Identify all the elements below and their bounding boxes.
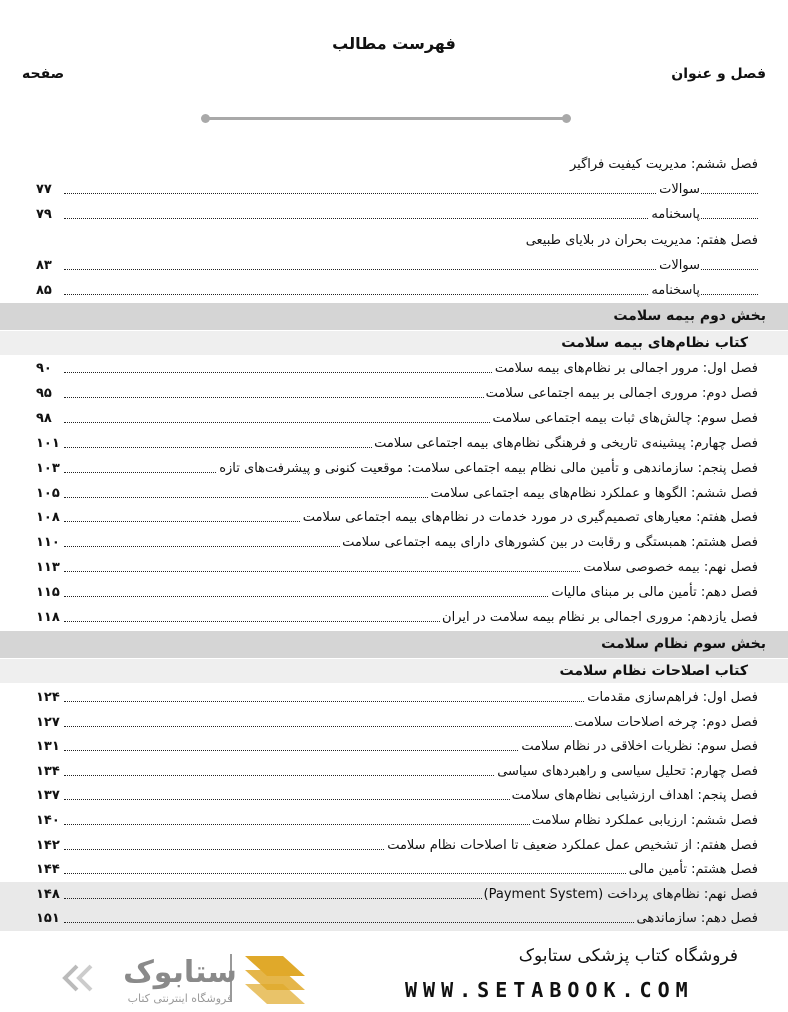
toc-entry-text: فصل دوم: مروری اجمالی بر بیمه اجتماعی سلامت (484, 381, 758, 406)
leader-dots (64, 269, 758, 270)
toc-entry-text: سوالات (657, 177, 700, 202)
toc-entry-text: فصل هشتم: همبستگی و رقابت در بین کشورهای دارای بیمه اجتماعی سلامت (340, 530, 758, 555)
toc-page-number: ۱۴۴ (36, 857, 61, 882)
toc-row[interactable] (0, 906, 788, 931)
toc-page-number: ۱۱۸ (36, 605, 61, 630)
toc-row[interactable] (0, 481, 788, 506)
toc-entry-text: فصل اول: مرور اجمالی بر نظام‌های بیمه سلامت (493, 356, 758, 381)
toc-entry-text: فصل پنجم: اهداف ارزشیابی نظام‌های سلامت (510, 783, 758, 808)
toc-row[interactable] (0, 253, 788, 278)
toc-entry-text: پاسخنامه (649, 278, 700, 303)
toc-row[interactable] (0, 177, 788, 202)
toc-page-number: ۱۴۲ (36, 833, 61, 858)
toc-row[interactable] (0, 406, 788, 431)
setabook-logo (55, 948, 305, 1008)
toc-entry-text: پاسخنامه (649, 202, 700, 227)
toc-row[interactable] (0, 710, 788, 735)
toc-page-number: ۱۱۰ (36, 530, 61, 555)
toc-entry-text: فصل هفتم: مدیریت بحران در بلایای طبیعی (524, 228, 758, 253)
toc-row[interactable] (0, 685, 788, 710)
book-heading (0, 331, 788, 355)
store-name: فروشگاه کتاب پزشکی ستابوک (518, 946, 738, 966)
toc-entry-text: فصل پنجم: سازماندهی و تأمین مالی نظام بیمه اجتماعی سلامت: موقعیت کنونی و پیشرفت‌های تازه (217, 456, 758, 481)
toc-row[interactable] (0, 530, 788, 555)
toc-page-number: ۷۹ (36, 202, 53, 227)
toc-page-number: ۱۴۰ (36, 808, 61, 833)
toc-row[interactable] (0, 783, 788, 808)
toc-entry-text: فصل نهم: نظام‌های پرداخت (Payment System) (482, 882, 758, 907)
leader-dots (64, 193, 758, 194)
logo-wordmark: ستابوک (123, 955, 237, 990)
toc-row[interactable] (0, 456, 788, 481)
section-title: بخش سوم نظام سلامت (601, 636, 766, 652)
toc-row[interactable] (0, 882, 788, 907)
toc-row[interactable] (0, 431, 788, 456)
toc-entry-text: فصل سوم: چالش‌های ثبات بیمه اجتماعی سلامت (491, 406, 758, 431)
toc-page-number: ۱۳۱ (36, 734, 61, 759)
toc-row[interactable] (0, 759, 788, 784)
toc-entry-text: فصل هفتم: معیارهای تصمیم‌گیری در مورد خدمات در نظام‌های بیمه اجتماعی سلامت (301, 505, 758, 530)
toc-entry-text: فصل ششم: ارزیابی عملکرد نظام سلامت (530, 808, 758, 833)
book-heading (0, 659, 788, 683)
toc-page-number: ۱۱۵ (36, 580, 61, 605)
toc-entry-text: فصل چهارم: پیشینه‌ی تاریخی و فرهنگی نظام‌های بیمه اجتماعی سلامت (372, 431, 758, 456)
section-heading (0, 303, 788, 330)
toc-page-number: ۱۰۳ (36, 456, 61, 481)
toc-entry-text: سوالات (657, 253, 700, 278)
toc-entry-text: فصل اول: فراهم‌سازی مقدمات (585, 685, 758, 710)
toc-entry-text: فصل دوم: چرخه اصلاحات سلامت (572, 710, 758, 735)
toc-entry-text: فصل دهم: تأمین مالی بر مبنای مالیات (549, 580, 758, 605)
toc-page-number: ۱۰۸ (36, 505, 61, 530)
toc-row[interactable] (0, 555, 788, 580)
toc-row[interactable] (0, 833, 788, 858)
toc-row[interactable] (0, 356, 788, 381)
toc-page-number: ۱۲۷ (36, 710, 61, 735)
toc-page-number: ۹۵ (36, 381, 53, 406)
toc-row[interactable] (0, 857, 788, 882)
toc-page-number: ۱۵۱ (36, 906, 61, 931)
toc-page-number: ۷۷ (36, 177, 53, 202)
toc-row[interactable] (0, 202, 788, 227)
toc-page-number: ۹۰ (36, 356, 53, 381)
toc-page-number: ۱۴۸ (36, 882, 61, 907)
toc-entry-text: فصل دهم: سازماندهی (635, 906, 758, 931)
toc-entry-text: فصل هشتم: تأمین مالی (627, 857, 758, 882)
toc-entry-text: فصل هفتم: از تشخیص عمل عملکرد ضعیف تا اصلاحات نظام سلامت (385, 833, 758, 858)
section-title: بخش دوم بیمه سلامت (613, 308, 766, 324)
toc-page-number: ۹۸ (36, 406, 53, 431)
toc-entry-text: فصل یازدهم: مروری اجمالی بر نظام بیمه سلامت در ایران (440, 605, 758, 630)
toc-entry-text: فصل سوم: نظریات اخلاقی در نظام سلامت (519, 734, 758, 759)
toc-page-number: ۱۲۴ (36, 685, 61, 710)
toc-row[interactable] (0, 734, 788, 759)
toc-row[interactable] (0, 605, 788, 630)
toc-page-number: ۱۳۴ (36, 759, 61, 784)
toc-page-number: ۸۳ (36, 253, 53, 278)
toc-entry-text: فصل ششم: مدیریت کیفیت فراگیر (568, 152, 758, 177)
store-website[interactable]: WWW.SETABOOK.COM (405, 978, 694, 1002)
toc-page-number: ۸۵ (36, 278, 53, 303)
section-heading (0, 631, 788, 658)
toc-page-number: ۱۰۱ (36, 431, 61, 456)
toc-entry-text: فصل نهم: بیمه خصوصی سلامت (581, 555, 758, 580)
toc-page-number: ۱۰۵ (36, 481, 61, 506)
page-column-label: صفحه (22, 66, 65, 82)
toc-row[interactable] (0, 152, 788, 177)
toc-page-number: ۱۳۷ (36, 783, 61, 808)
toc-row[interactable] (0, 505, 788, 530)
toc-row[interactable] (0, 228, 788, 253)
page-title: فهرست مطالب (332, 34, 456, 53)
book-title: کتاب نظام‌های بیمه سلامت (561, 335, 748, 351)
toc-row[interactable] (0, 381, 788, 406)
toc-entry-text: فصل چهارم: تحلیل سیاسی و راهبردهای سیاسی (495, 759, 758, 784)
toc-row[interactable] (0, 278, 788, 303)
logo-tagline: فروشگاه اینترنتی کتاب (127, 992, 233, 1005)
chapter-column-label: فصل و عنوان (671, 66, 766, 82)
toc-row[interactable] (0, 808, 788, 833)
toc-page-number: ۱۱۳ (36, 555, 61, 580)
book-title: کتاب اصلاحات نظام سلامت (559, 663, 748, 679)
toc-row[interactable] (0, 580, 788, 605)
toc-entry-text: فصل ششم: الگوها و عملکرد نظام‌های بیمه اجتماعی سلامت (428, 481, 758, 506)
logo-mark-icon (245, 956, 305, 1004)
header-divider (205, 117, 567, 120)
